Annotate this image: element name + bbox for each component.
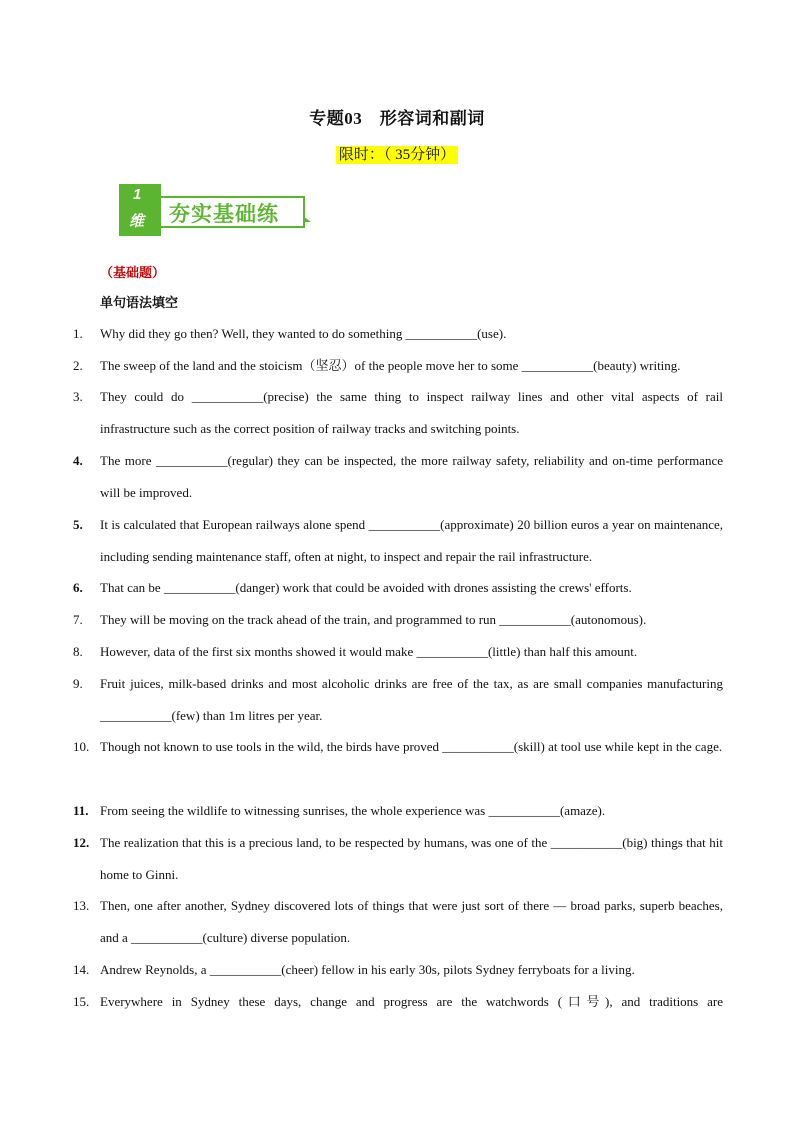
question-text: They will be moving on the track ahead of the train, and programmed to run ___________(autonomous). [100,612,647,627]
difficulty-level: （基础题） [100,265,166,280]
question-number: 11. [73,803,89,818]
question-text: They could do ___________(precise) the same thing to inspect railway lines and other vital aspects of rail infrastructure such as the correct position of railway tracks and switching points. [100,389,723,436]
question-number: 7. [73,612,83,627]
question-text: Andrew Reynolds, a ___________(cheer) fellow in his early 30s, pilots Sydney ferryboats for a living. [100,962,635,977]
badge-number-box [119,184,161,236]
section-instruction: 单句语法填空 [100,295,179,310]
question-number: 6. [73,580,83,595]
question-number: 9. [73,676,83,691]
question-text: Fruit juices, milk-based drinks and most alcoholic drinks are free of the tax, as are small companies manufacturing ___________(few) than 1m litres per year. [100,676,723,723]
question-number: 12. [73,835,90,850]
question-text: The more ___________(regular) they can be inspected, the more railway safety, reliability and on-time performance will be improved. [100,453,723,500]
badge-label-box [161,196,305,228]
question-number: 13. [73,898,90,913]
question-text: From seeing the wildlife to witnessing sunrises, the whole experience was ___________(amaze). [100,803,606,818]
question-number: 8. [73,644,83,659]
time-limit [0,143,794,164]
question-number: 5. [73,517,83,532]
question-number: 14. [73,962,90,977]
page-title: 专题03 形容词和副词 [309,109,485,128]
section-badge [119,184,314,238]
badge-tail-decoration [303,216,311,222]
question-number: 4. [73,453,83,468]
time-limit-text: 限时：（ 35分钟） [336,146,458,164]
question-text: Though not known to use tools in the wild, the birds have proved ___________(skill) at tool use while kept in the cage. [100,739,723,754]
question-text: The realization that this is a precious land, to be respected by humans, was one of the ___________(big) things that hit home to Ginni. [100,835,723,882]
question-text: Then, one after another, Sydney discovered lots of things that were just sort of there — broad parks, superb beaches, and a ___________(culture) diverse population. [100,898,723,945]
question-number: 1. [73,326,83,341]
question-text: It is calculated that European railways alone spend ___________(approximate) 20 billion euros a year on maintenance, including sending maintenance staff, often at night, to inspect and repair the rail infrastructure. [100,517,723,564]
question-number: 10. [73,739,90,754]
question-text: However, data of the first six months showed it would make ___________(little) than half this amount. [100,644,638,659]
question-number: 3. [73,389,83,404]
badge-number: 1 [133,186,142,203]
question-text: That can be ___________(danger) work that could be avoided with drones assisting the crews' efforts. [100,580,632,595]
badge-label: 夯实基础练 [169,202,279,226]
question-text: Everywhere in Sydney these days, change and progress are the watchwords (口号), and traditions are [100,994,723,1009]
question-number: 15. [73,994,90,1009]
question-text: The sweep of the land and the stoicism（坚忍）of the people move her to some ___________(beauty) writing. [100,358,681,373]
question-number: 2. [73,358,83,373]
question-text: Why did they go then? Well, they wanted to do something ___________(use). [100,326,507,341]
badge-unit: 维 [129,213,145,230]
